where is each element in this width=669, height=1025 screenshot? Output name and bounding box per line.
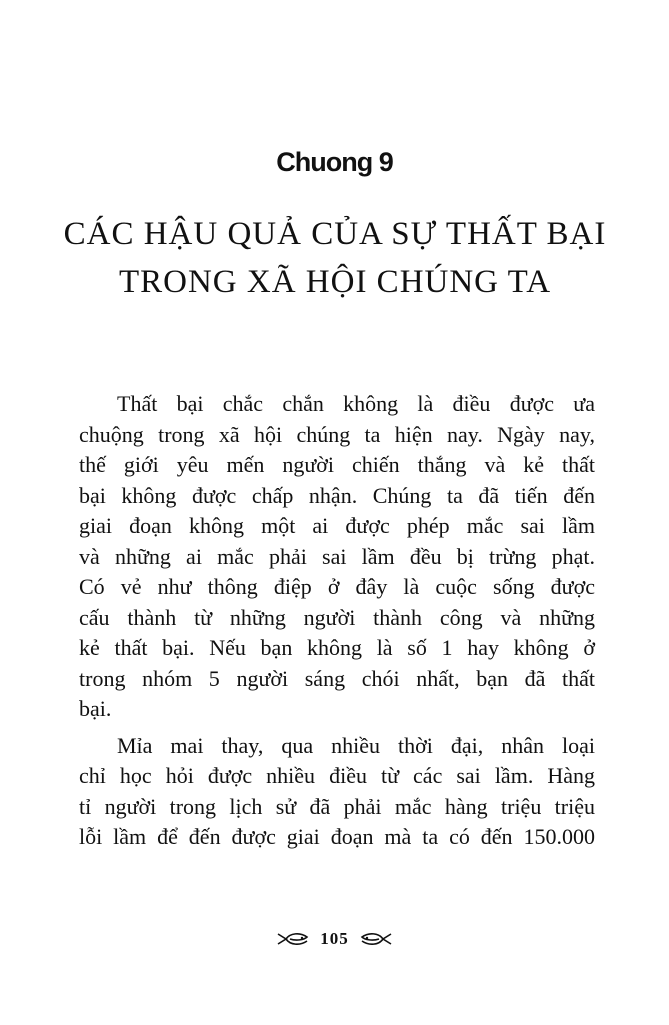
text-line: tỉ người trong lịch sử đã phải mắc hàng triệu triệu: [79, 793, 595, 819]
text-line: kẻ thất bại. Nếu bạn không là số 1 hay không ở: [79, 635, 595, 660]
text-line: trong nhóm 5 người sáng chói nhất, bạn đã thất: [79, 665, 595, 691]
paragraph: [79, 731, 595, 853]
text-line: chuộng trong xã hội chúng ta hiện nay. Ngày nay,: [79, 421, 595, 447]
chapter-title: [40, 210, 630, 306]
text-line: lỗi lầm để đến được giai đoạn mà ta có đến 150.000: [79, 824, 595, 849]
text-line: giai đoạn không một ai được phép mắc sai lầm: [79, 513, 595, 538]
text-line: Có vẻ như thông điệp ở đây là cuộc sống được: [79, 574, 595, 599]
page-number: 105: [320, 929, 349, 949]
text-line: thế giới yêu mến người chiến thắng và kẻ thất: [79, 452, 595, 477]
body-text: [79, 389, 595, 859]
text-line: chỉ học hỏi được nhiều điều từ các sai lầm. Hàng: [79, 763, 595, 788]
text-line: bại không được chấp nhận. Chúng ta đã tiến đến: [79, 482, 595, 508]
text-line: và những ai mắc phải sai lầm đều bị trừng phạt.: [79, 543, 595, 569]
fish-ornament-right-icon: [359, 931, 393, 947]
page-footer: [0, 928, 669, 949]
fish-ornament-left-icon: [276, 931, 310, 947]
text-line: cấu thành từ những người thành công và những: [79, 604, 595, 630]
chapter-label: Chuong 9: [276, 147, 393, 177]
chapter-title-line: CÁC HẬU QUẢ CỦA SỰ THẤT BẠI: [63, 216, 607, 252]
text-line: Thất bại chắc chắn không là điều được ưa: [117, 391, 595, 416]
text-line: bại.: [79, 696, 112, 721]
chapter-title-line: TRONG XÃ HỘI CHÚNG TA: [118, 264, 552, 300]
text-line: Mỉa mai thay, qua nhiều thời đại, nhân loại: [117, 732, 595, 758]
paragraph: [79, 389, 595, 725]
